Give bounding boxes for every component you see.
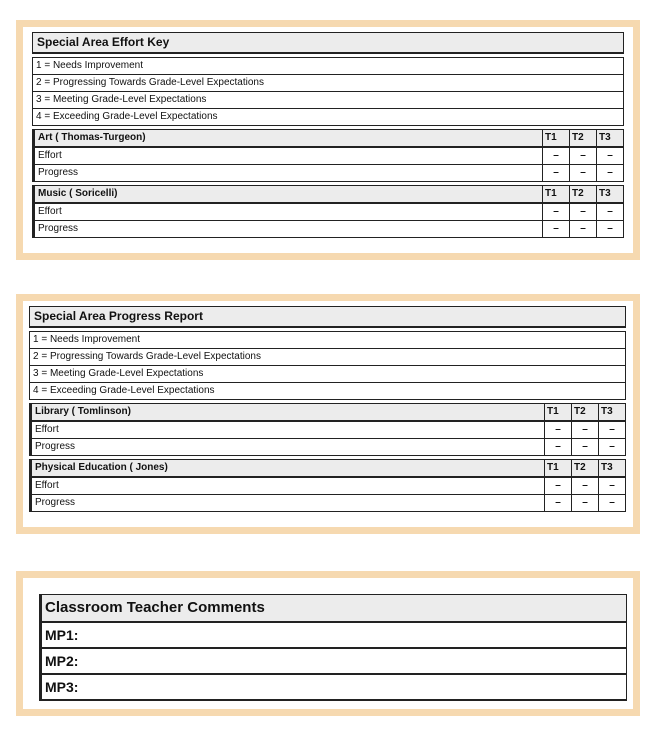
grade-cell: – <box>571 439 598 455</box>
term-header: T2 <box>569 130 596 146</box>
row-label: Effort <box>38 150 62 161</box>
comment-row-mp1: MP1: <box>39 623 627 649</box>
grade-cell: – <box>544 478 571 494</box>
legend-row-2: 2 = Progressing Towards Grade-Level Expectations <box>33 75 623 92</box>
legend-row-4: 4 = Exceeding Grade-Level Expectations <box>36 111 218 122</box>
grade-cell: – <box>544 439 571 455</box>
grade-cell: – <box>571 478 598 494</box>
comments-table <box>39 594 627 701</box>
table-row <box>32 478 625 495</box>
grade-cell: – <box>542 165 569 181</box>
row-label: Progress <box>35 441 76 452</box>
table-row <box>35 148 623 165</box>
subject-name: Music ( Soricelli) <box>38 188 118 199</box>
table-row <box>32 495 625 511</box>
grade-cell: – <box>542 148 569 164</box>
table-row <box>32 439 625 455</box>
grade-cell: – <box>571 495 598 511</box>
table-row <box>35 221 623 237</box>
term-header: T2 <box>569 186 596 202</box>
legend-row-4: 4 = Exceeding Grade-Level Expectations <box>33 385 215 396</box>
grade-cell: – <box>571 422 598 438</box>
section-header <box>32 460 625 478</box>
section-header <box>32 404 625 422</box>
grade-cell: – <box>596 148 623 164</box>
section-header <box>35 130 623 148</box>
grade-cell: – <box>596 204 623 220</box>
term-header: T1 <box>544 460 571 476</box>
legend-row-3: 3 = Meeting Grade-Level Expectations <box>33 92 623 109</box>
effort-key-legend <box>32 57 624 126</box>
grade-cell: – <box>596 165 623 181</box>
grade-cell: – <box>544 495 571 511</box>
row-label: Effort <box>38 206 62 217</box>
grade-cell: – <box>544 422 571 438</box>
grade-cell: – <box>598 495 625 511</box>
section-header <box>35 186 623 204</box>
grade-cell: – <box>569 204 596 220</box>
progress-report-legend <box>29 331 626 400</box>
legend-row-2: 2 = Progressing Towards Grade-Level Expectations <box>30 349 625 366</box>
comments-card <box>16 571 640 716</box>
art-section <box>32 129 624 182</box>
comment-row-mp2: MP2: <box>39 649 627 675</box>
subject-name: Library ( Tomlinson) <box>35 406 131 417</box>
progress-report-title: Special Area Progress Report <box>29 306 626 328</box>
term-header: T3 <box>596 186 623 202</box>
row-label: Progress <box>38 223 79 234</box>
row-label: Effort <box>35 424 59 435</box>
effort-key-card <box>16 20 640 260</box>
comments-title: Classroom Teacher Comments <box>39 594 627 623</box>
legend-row-3: 3 = Meeting Grade-Level Expectations <box>30 366 625 383</box>
library-section <box>29 403 626 456</box>
term-header: T3 <box>596 130 623 146</box>
row-label: Progress <box>38 167 79 178</box>
progress-report-card <box>16 294 640 534</box>
term-header: T2 <box>571 404 598 420</box>
subject-name: Physical Education ( Jones) <box>35 462 168 473</box>
music-section <box>32 185 624 238</box>
term-header: T1 <box>542 186 569 202</box>
comment-row-mp3: MP3: <box>39 675 627 701</box>
term-header: T1 <box>542 130 569 146</box>
row-label: Progress <box>35 497 76 508</box>
term-header: T1 <box>544 404 571 420</box>
grade-cell: – <box>598 478 625 494</box>
subject-name: Art ( Thomas-Turgeon) <box>38 132 146 143</box>
table-row <box>35 165 623 181</box>
grade-cell: – <box>569 221 596 237</box>
legend-row-1: 1 = Needs Improvement <box>30 332 625 349</box>
term-header: T3 <box>598 460 625 476</box>
grade-cell: – <box>542 204 569 220</box>
grade-cell: – <box>596 221 623 237</box>
term-header: T3 <box>598 404 625 420</box>
legend-row-1: 1 = Needs Improvement <box>33 58 623 75</box>
grade-cell: – <box>598 439 625 455</box>
grade-cell: – <box>598 422 625 438</box>
effort-key-table <box>32 32 624 241</box>
grade-cell: – <box>542 221 569 237</box>
term-header: T2 <box>571 460 598 476</box>
physical-education-section <box>29 459 626 512</box>
table-row <box>32 422 625 439</box>
progress-report-table <box>29 306 626 515</box>
row-label: Effort <box>35 480 59 491</box>
grade-cell: – <box>569 165 596 181</box>
effort-key-title: Special Area Effort Key <box>32 32 624 54</box>
table-row <box>35 204 623 221</box>
grade-cell: – <box>569 148 596 164</box>
